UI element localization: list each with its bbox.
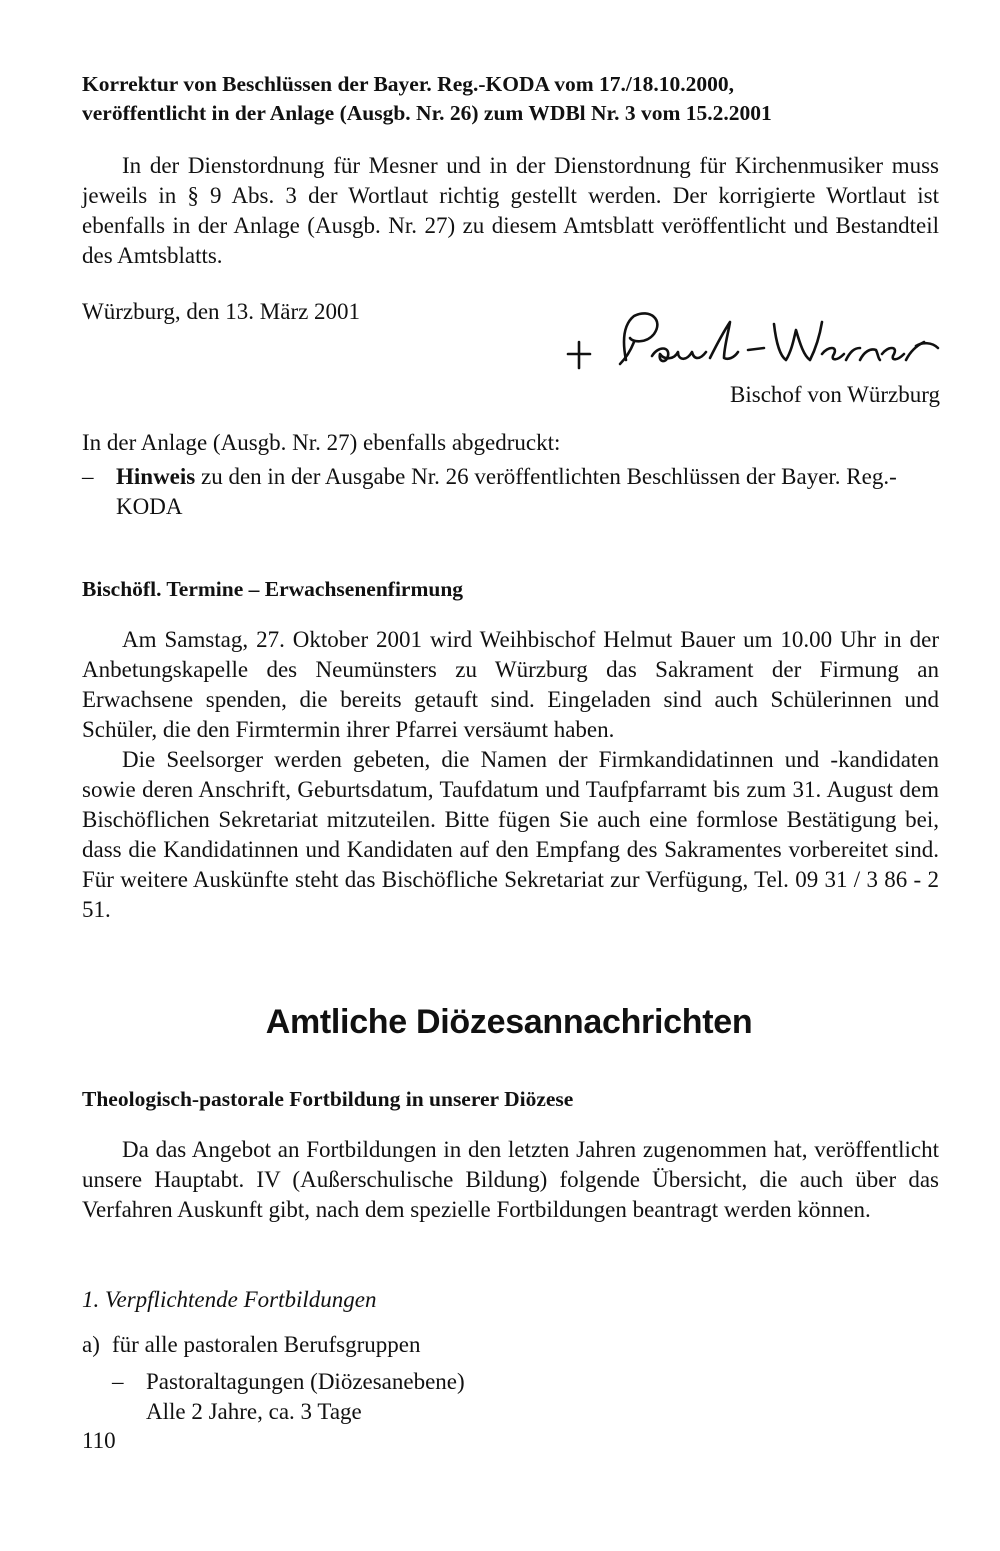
anlage-item-text <box>116 462 939 522</box>
list-item-a <box>82 1330 939 1360</box>
korrektur-heading-line1: Korrektur von Beschlüssen der Bayer. Reg.-KODA vom 17./18.10.2000, <box>82 72 734 96</box>
termine-body <box>82 625 939 925</box>
section-title: Amtliche Diözesannachrichten <box>265 1003 753 1041</box>
list-subitem-text <box>146 1367 969 1427</box>
termine-paragraph-1: Am Samstag, 27. Oktober 2001 wird Weihbischof Helmut Bauer um 10.00 Uhr in der Anbetungskapelle des Neumünsters zu Würzburg das Sakrament der Firmung an Erwachsene spenden, die bereits getauft sind. Eingeladen sind auch Schülerinnen und Schüler, die den Firmtermin ihrer Pfarrei versäumt haben. <box>82 627 939 742</box>
list-subitem <box>82 1367 969 1427</box>
bishop-signature <box>560 302 980 382</box>
korrektur-heading-line2: veröffentlicht in der Anlage (Ausgb. Nr. 26) zum WDBl Nr. 3 vom 15.2.2001 <box>82 101 772 125</box>
fortbildung-paragraph: Da das Angebot an Fortbildungen in den letzten Jahren zugenommen hat, veröffentlicht unsere Hauptabt. IV (Außerschulische Bildung) folgende Übersicht, die auch über das Verfahren Auskunft gibt, nach dem spezielle Fortbildungen beantragt werden können. <box>82 1137 939 1222</box>
korrektur-heading <box>82 70 939 128</box>
list-subitem-row <box>112 1367 969 1427</box>
anlage-item-bold: Hinweis <box>116 464 196 489</box>
termine-paragraph-2: Die Seelsorger werden gebeten, die Namen der Firmkandidatinnen und -kandidaten sowie deren Anschrift, Geburtsdatum, Taufdatum und Taufpfarramt bis zum 31. August dem Bischöflichen Sekretariat mitzuteilen. Bitte fügen Sie auch eine formlose Bestätigung bei, dass die Kandidatinnen und Kandidaten auf den Empfang des Sakramentes vorbereitet sind. Für weitere Auskünfte steht das Bischöfliche Sekretariat zur Verfügung, Tel. 09 31 / 3 86 - 2 51. <box>82 747 939 922</box>
fortbildung-heading: Theologisch-pastorale Fortbildung in unserer Diözese <box>82 1087 574 1111</box>
list-dash: – <box>112 1369 124 1394</box>
list-dash: – <box>82 464 94 489</box>
anlage-item-rest: zu den in der Ausgabe Nr. 26 veröffentlichten Beschlüssen der Bayer. Reg.-KODA <box>116 464 897 519</box>
anlage-list-item <box>82 462 939 522</box>
list-heading: 1. Verpflichtende Fortbildungen <box>82 1287 377 1312</box>
korrektur-paragraph: In der Dienstordnung für Mesner und in der Dienstordnung für Kirchenmusiker muss jeweils in § 9 Abs. 3 der Wortlaut richtig gestellt werden. Der korrigierte Wortlaut ist ebenfalls in der Anlage (Ausgb. Nr. 27) zu diesem Amtsblatt veröffentlicht und Bestandteil des Amtsblatts. <box>82 153 939 268</box>
list-subitem-line2: Alle 2 Jahre, ca. 3 Tage <box>146 1399 362 1424</box>
list-item-a-text: für alle pastoralen Berufsgruppen <box>112 1332 421 1357</box>
anlage-intro: In der Anlage (Ausgb. Nr. 27) ebenfalls abgedruckt: <box>82 430 561 455</box>
termine-heading: Bischöfl. Termine – Erwachsenenfirmung <box>82 577 464 601</box>
place-date: Würzburg, den 13. März 2001 <box>82 299 361 324</box>
bishop-title: Bischof von Würzburg <box>730 382 940 407</box>
list-subitem-line1: Pastoraltagungen (Diözesanebene) <box>146 1369 465 1394</box>
page-number: 110 <box>82 1428 116 1453</box>
list-item-a-label: a) <box>82 1332 100 1357</box>
